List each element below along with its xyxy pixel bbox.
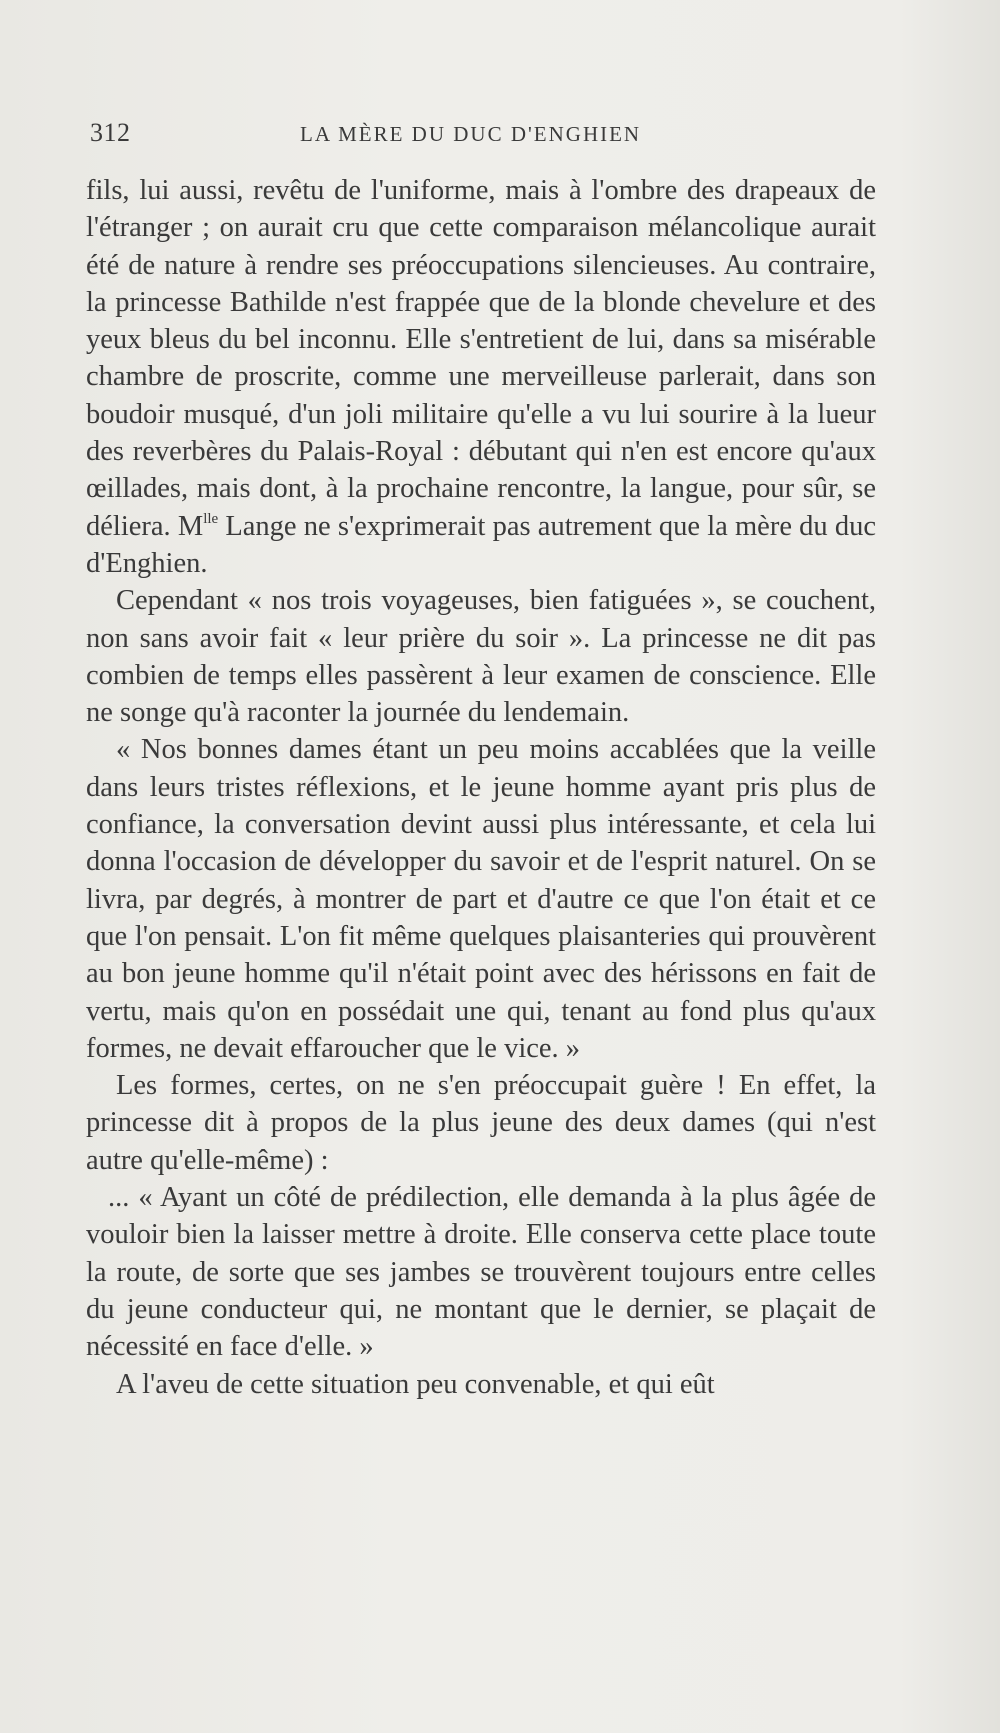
running-title: LA MÈRE DU DUC D'ENGHIEN	[300, 122, 642, 146]
superscript-abbrev: lle	[203, 510, 219, 527]
paragraph-3: « Nos bonnes dames étant un peu moins accablées que la veille dans leurs tristes réflexions, et le jeune homme ayant pris plus de confiance, la conversation devint aussi plus intéressante, et cela lui donna l'occasion de développer du savoir et de l'esprit naturel. On se livra, par degrés, à montrer de part et d'autre ce que l'on était et ce que l'on pensait. L'on fit même quelques plaisanteries qui prouvèrent au bon jeune homme qu'il n'était point avec des hérissons en fait de vertu, mais qu'on en possédait une qui, tenant au fond plus qu'aux formes, ne devait effaroucher que le vice. »	[86, 734, 876, 1064]
paragraph-2: Cependant « nos trois voyageuses, bien fatiguées », se couchent, non sans avoir fait « leur prière du soir ». La princesse ne dit pas combien de temps elles passèrent à leur examen de conscience. Elle ne songe qu'à raconter la journée du lendemain.	[86, 585, 876, 729]
paragraph-1-tail: Lange ne s'exprimerait pas autrement que la mère du duc d'Enghien.	[86, 510, 876, 579]
page-header	[90, 118, 870, 158]
body-text	[86, 172, 876, 1403]
paragraph-6: A l'aveu de cette situation peu convenable, et qui eût	[116, 1368, 715, 1400]
page-number: 312	[90, 118, 131, 147]
paragraph-1	[86, 172, 876, 582]
paragraph-1-text: fils, lui aussi, revêtu de l'uniforme, mais à l'ombre des drapeaux de l'étranger ; on aurait cru que cette comparaison mélancolique aurait été de nature à rendre ses préoccupations silencieuses. Au contraire, la princesse Bathilde n'est frappée que de la blonde chevelure et des yeux bleus du bel inconnu. Elle s'entretient de lui, dans sa misérable chambre de proscrite, comme une merveilleuse parlerait, dans son boudoir musqué, d'un joli militaire qu'elle a vu lui sourire à la lueur des reverbères du Palais-Royal : débutant qui n'en est encore qu'aux œillades, mais dont, à la prochaine rencontre, la langue, pour sûr, se déliera. M	[86, 175, 876, 542]
paragraph-4: Les formes, certes, on ne s'en préoccupait guère ! En effet, la princesse dit à propos de la plus jeune des deux dames (qui n'est autre qu'elle-même) :	[86, 1070, 876, 1176]
paragraph-5: ... « Ayant un côté de prédilection, elle demanda à la plus âgée de vouloir bien la laisser mettre à droite. Elle conserva cette place toute la route, de sorte que ses jambes se trouvèrent toujours entre celles du jeune conducteur qui, ne montant que le dernier, se plaçait de nécessité en face d'elle. »	[86, 1182, 876, 1363]
